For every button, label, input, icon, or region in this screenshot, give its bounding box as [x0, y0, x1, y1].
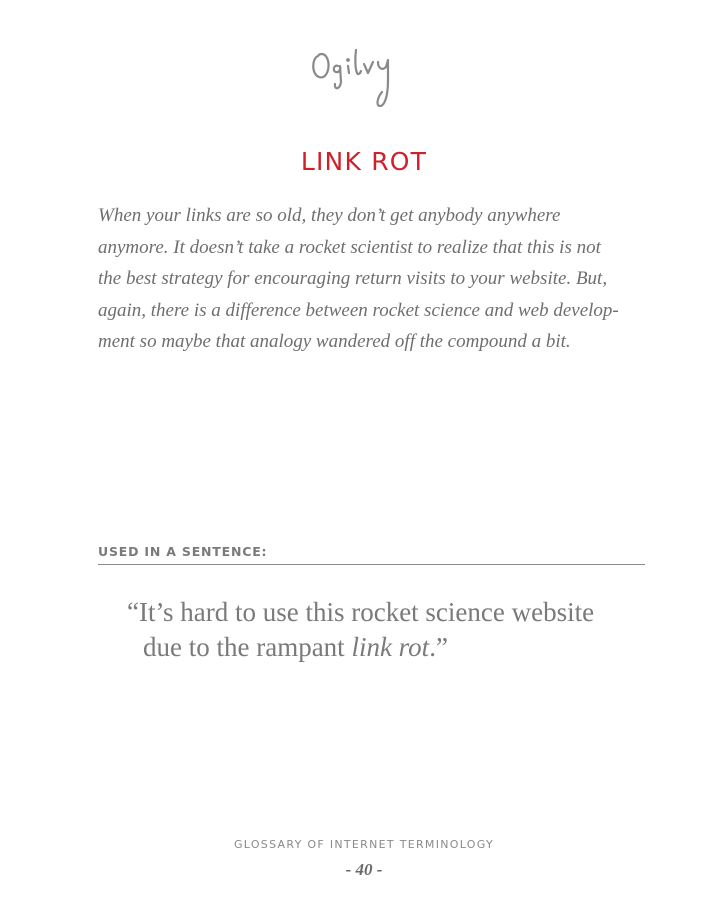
ogilvy-signature-logo	[308, 40, 408, 112]
page-number: - 40 -	[345, 860, 383, 879]
used-in-sentence-label: USED IN A SENTENCE:	[98, 544, 268, 559]
definition-line: When your links are so old, they don’t get anybody anywhere	[98, 205, 561, 226]
example-suffix: .”	[429, 632, 448, 662]
entry-title: LINK ROT	[300, 147, 428, 176]
example-emphasis: link rot	[351, 632, 430, 662]
definition-line: again, there is a difference between rocket science and web develop-	[98, 299, 619, 321]
definition-text	[98, 200, 643, 358]
definition-line: the best strategy for encouraging return visits to your website. But,	[98, 268, 608, 289]
example-prefix: due to the rampant	[143, 632, 352, 662]
definition-line: anymore. It doesn’t take a rocket scientist to realize that this is not	[98, 236, 601, 258]
ogilvy-signature-icon	[308, 40, 408, 112]
footer-title: GLOSSARY OF INTERNET TERMINOLOGY	[233, 838, 495, 851]
definition-line: ment so maybe that analogy wandered off the compound a bit.	[98, 331, 571, 352]
section-divider	[98, 564, 645, 565]
example-sentence	[127, 595, 594, 665]
example-sentence-line-2	[127, 630, 594, 665]
example-sentence-line-1: “It’s hard to use this rocket science website	[127, 597, 595, 627]
